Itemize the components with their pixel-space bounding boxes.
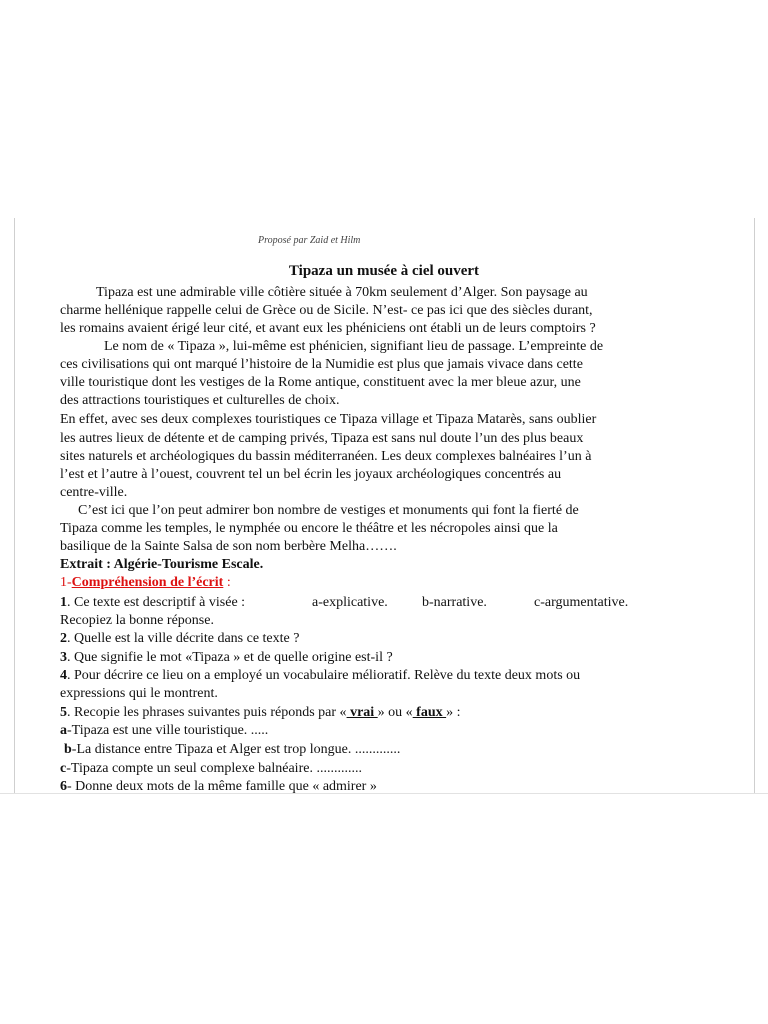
question-2 bbox=[60, 630, 299, 647]
statement-letter: b bbox=[64, 742, 72, 757]
text-line: les autres lieux de détente et de camping privés, Tipaza est sans nul doute l’un des plus beaux bbox=[60, 431, 584, 446]
question-4 bbox=[60, 667, 580, 684]
question-text-end: » : bbox=[446, 705, 461, 720]
option-b: b-narrative. bbox=[422, 595, 487, 610]
section-label: Compréhension de l’écrit bbox=[71, 575, 224, 590]
source-extract: Extrait : Algérie-Tourisme Escale. bbox=[60, 557, 264, 572]
question-5 bbox=[60, 704, 461, 721]
document-title: Tipaza un musée à ciel ouvert bbox=[288, 263, 480, 279]
answer-true-label: vrai bbox=[346, 705, 378, 720]
text-line: C’est ici que l’on peut admirer bon nombre de vestiges et monuments qui font la fierté de bbox=[78, 503, 579, 518]
question-text: . Que signifie le mot «Tipaza » et de quelle origine est-il ? bbox=[67, 650, 393, 665]
question-number: 5 bbox=[60, 705, 67, 720]
statement-text: -Tipaza est une ville touristique. ..... bbox=[67, 723, 269, 738]
statement-letter: c bbox=[60, 761, 67, 776]
question-number: 4 bbox=[60, 668, 67, 683]
question-text: - Donne deux mots de la même famille que « admirer » bbox=[67, 779, 377, 794]
answer-false-label: faux bbox=[412, 705, 447, 720]
text-line: basilique de la Sainte Salsa de son nom berbère Melha……. bbox=[60, 539, 397, 554]
text-line: En effet, avec ses deux complexes touristiques ce Tipaza village et Tipaza Matarès, sans oublier bbox=[60, 412, 597, 427]
option-a: a-explicative. bbox=[312, 595, 388, 610]
statement-c bbox=[60, 760, 362, 777]
question-number: 1 bbox=[60, 595, 67, 610]
question-4-continued: expressions qui le montrent. bbox=[60, 686, 218, 701]
text-line: ces civilisations qui ont marqué l’histoire de la Numidie est plus que jamais vivace dans cette bbox=[60, 357, 583, 372]
page-right-edge bbox=[754, 218, 755, 794]
question-text-mid: » ou « bbox=[377, 705, 413, 720]
section-number: 1- bbox=[60, 575, 72, 590]
statement-text: -La distance entre Tipaza et Alger est trop longue. ............. bbox=[71, 742, 401, 757]
question-text: . Recopie les phrases suivantes puis réponds par « bbox=[67, 705, 347, 720]
question-text: . Quelle est la ville décrite dans ce texte ? bbox=[67, 631, 300, 646]
question-number: 6 bbox=[60, 779, 67, 794]
option-c: c-argumentative. bbox=[534, 595, 629, 610]
text-line: l’est et l’autre à l’ouest, couvrent tel un bel écrin les joyaux archéologiques concentrés au bbox=[60, 467, 562, 482]
question-1-instruction: Recopiez la bonne réponse. bbox=[60, 613, 214, 628]
text-line: les romains avaient érigé leur cité, et avant eux les phéniciens ont établi un de leurs comptoirs ? bbox=[60, 321, 596, 336]
text-line: des attractions touristiques et culturelles de choix. bbox=[60, 393, 340, 408]
text-line: charme hellénique rappelle celui de Grèce ou de Sicile. N’est- ce pas ici que des siècles durant, bbox=[60, 303, 593, 318]
question-3 bbox=[60, 649, 393, 666]
page-left-edge bbox=[14, 218, 15, 794]
text-line: Le nom de « Tipaza », lui-même est phénicien, signifiant lieu de passage. L’empreinte de bbox=[104, 339, 604, 354]
author-credit: Proposé par Zaid et Hilm bbox=[258, 235, 361, 246]
text-line: centre-ville. bbox=[60, 485, 128, 500]
statement-a bbox=[60, 722, 268, 739]
question-number: 3 bbox=[60, 650, 67, 665]
section-heading bbox=[60, 574, 231, 591]
question-text: . Pour décrire ce lieu on a employé un vocabulaire mélioratif. Relève du texte deux mots ou bbox=[67, 668, 581, 683]
question-number: 2 bbox=[60, 631, 67, 646]
text-line: ville touristique dont les vestiges de la Rome antique, constituent avec la mer bleue azur, une bbox=[60, 375, 581, 390]
question-text: . Ce texte est descriptif à visée : bbox=[67, 595, 246, 610]
text-line: sites naturels et archéologiques du bassin méditerranéen. Les deux complexes balnéaires l’un à bbox=[60, 449, 592, 464]
statement-text: -Tipaza compte un seul complexe balnéaire. ............. bbox=[66, 761, 362, 776]
statement-letter: a bbox=[60, 723, 67, 738]
question-6 bbox=[60, 778, 377, 795]
text-line: Tipaza est une admirable ville côtière située à 70km seulement d’Alger. Son paysage au bbox=[96, 285, 588, 300]
section-colon: : bbox=[223, 575, 231, 590]
question-1 bbox=[60, 594, 245, 611]
statement-b bbox=[64, 741, 400, 758]
text-line: Tipaza comme les temples, le nymphée ou encore le théâtre et les nécropoles ainsi que la bbox=[60, 521, 558, 536]
